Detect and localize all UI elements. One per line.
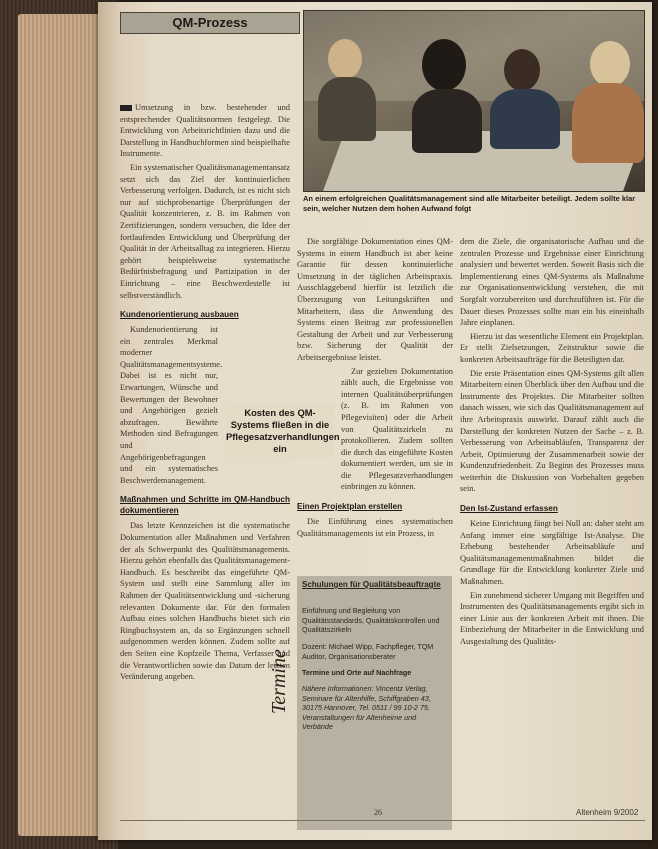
footer-rule xyxy=(120,820,645,821)
termine-label: Termine xyxy=(268,649,290,715)
subhead-massnahmen: Maßnahmen und Schritte im QM-Handbuch dokumentieren xyxy=(120,495,290,516)
col3-paragraph-1: dem die Ziele, die organisatorische Aufbau und die zentralen Prozesse und Ergebnisse einer Einrichtung analysiert und bewertet werden. Soweit Basis sich die Implementierung eines QM-Systems als Maßnahme zur Organisationsentwicklung verstehen, die mit Sorgfalt vorzubereiten und durchzuführen ist. Für die Dauer dieses Prozesses sollte man ein bis eineinhalb Jahre einplanen. xyxy=(460,237,644,328)
subhead-ist-zustand: Den Ist-Zustand erfassen xyxy=(460,504,558,514)
col3-paragraph-4: Keine Einrichtung fängt bei Null an: daher steht am Anfang immer eine sorgfältige Ist-Analyse. Die Erhebung bestehender Arbeitsabläufe und Qualitätsmanagementmaßnahmen bildet die Grundlage für die Entwicklung konkreter Ziele und Maßnahmen. xyxy=(460,519,644,587)
column-2 xyxy=(297,236,453,541)
col1-paragraph-4: Das letzte Kennzeichen ist die systematische Dokumentation aller Maßnahmen und Verfahren der als Schwerpunkt des Qualitätsmanagements. Hierzu gehört ebenfalls das Qualitätsmanagement-Handbuch. Es beschreibt das eingeführte QM-System und stellt eine Sammlung aller im Rahmen der Qualitätsentwicklung und -sicherung relevanten Dokumente dar. Für den formalen Aufbau eines solchen Handbuchs bietet sich ein Ringbuchsystem an, da so Ergänzungen schnell aufgenommen werden können. Zudem sollte auf den Seiten eine Kopfzeile Thema, Verfasser und die Verantwortlichen sowie das Datum der letzten Veränderung angeben. xyxy=(120,521,290,682)
col1-paragraph-3: Kundenorientierung ist ein zentrales Merkmal moderner Qualitätsmanagementsysteme. Dabei ist es nicht nur, Erwartungen, Wünsche und Bewertungen der Bewohner und Angehörigen gezielt abzufragen. Bewährte Methoden sind Befragungen und Angehörigenbefragungen und ein systematisches Beschwerdemanagement. xyxy=(120,325,223,485)
meeting-photo xyxy=(303,10,645,192)
col2-paragraph-1: Die sorgfältige Dokumentation eines QM-Systems in einem Handbuch ist aber keine Garantie für dessen kontinuierliche Umsetzung in der täglichen Arbeitspraxis. Ausschlaggebend hierfür ist letztlich die Überzeugung von Leitungskräften und Mitarbeitern, dass die Anwendung des Systems einen Beitrag zur professionellen Gestaltung der Arbeit und zur Verbesserung bzw. Sicherung der Qualität der Arbeitsergebnisse leistet. xyxy=(297,237,453,362)
person-4 xyxy=(590,41,630,87)
col2-paragraph-2: Zur gezielten Dokumentation zählt auch, die Ergebnisse von internen Qualitätsüberprüfungen (z. B. im Rahmen von Pflegevisiten) oder die Arbeit von Qualitätszirkeln zu protokollieren. Zudem sollten die durch das eingeführte Kosten dokumentiert werden, um sie in die Pflegesatzverhandlungen einbringen zu können. xyxy=(341,366,453,492)
column-1 xyxy=(120,102,290,685)
photo-caption: An einem erfolgreichen Qualitätsmanagement sind alle Mitarbeiter beteiligt. Jedem sollte klar sein, welcher Nutzen dem hohen Aufwand folgt xyxy=(303,194,636,213)
subhead-kundenorientierung: Kundenorientierung ausbauen xyxy=(120,310,239,320)
col2-paragraph-3: Die Einführung eines systematischen Qualitätsmanagements ist ein Prozess, in xyxy=(297,517,453,538)
continuation-marker xyxy=(120,105,132,111)
pull-quote: Kosten des QM-Systems fließen in die Pflegesatzverhandlungen ein xyxy=(226,404,334,458)
termine-line-1: Einführung und Begleitung von Qualitätsstandards, Qualitätskontrollen und Qualitätszirkeln xyxy=(302,606,440,635)
termine-title: Schulungen für Qualitätsbeauftragte xyxy=(302,580,441,589)
page-number: 26 xyxy=(374,808,382,817)
issue-label: Altenheim 9/2002 xyxy=(576,808,639,817)
subhead-projektplan: Einen Projektplan erstellen xyxy=(297,502,403,512)
person-1 xyxy=(328,39,362,79)
magazine-page xyxy=(98,2,652,840)
section-label: QM-Prozess xyxy=(172,15,248,30)
termine-line-3: Termine und Orte auf Nachfrage xyxy=(302,668,412,677)
col3-paragraph-3: Die erste Präsentation eines QM-Systems gilt allen Mitarbeitern einen Überblick über den Aufbau und die Instrumente des Projektes. Die Mitarbeiter sollten danach wissen, wie sich das Qualitätsmanagement auf ihre Arbeitspraxis auswirkt. Darauf zählt auch die Darstellung der konkreten Nutzen der Sache – z. B. Verbesserung von Arbeitsabläufen, Transparenz der Arbeit, Optimierung der Zusammenarbeit sowie der Kundenzufriedenheit. Zu Beginn des Prozesses muss weiterhin die Diskussion von Vorbehalten gegeben sein. xyxy=(460,368,644,494)
section-header xyxy=(120,12,300,34)
col3-paragraph-2: Hierzu ist das wesentliche Element ein Projektplan. Er stellt Zielsetzungen, Zeitstruktur sowie die konkreten Arbeitsaufträge für die Beteiligten dar. xyxy=(460,331,644,364)
termine-line-4: Nähere Informationen: Vincentz Verlag, Seminare für Altenhilfe, Schiffgraben 43, 30175 Hannover, Tel. 0511 / 99 10-2 75. Veranstaltungen für Altenheime und Verbände xyxy=(302,684,431,732)
col3-paragraph-5: Ein zunehmend sicherer Umgang mit Begriffen und Instrumenten des Qualitätsmanagements ergibt sich in einer Linie aus der konkreten Arbeit mit ihnen. Die Einbeziehung der Mitarbeiter in die Entwicklung und Ausgestaltung des Qualitäts- xyxy=(460,590,644,646)
column-3 xyxy=(460,236,644,650)
termine-line-2: Dozent: Michael Wipp, Fachpfleger, TQM Auditor, Organisationsberater xyxy=(302,642,434,661)
col1-paragraph-2: Ein systematischer Qualitätsmanagementansatz setzt sich das Ziel der kontinuierlichen Verbesserung verfolgen. Dadurch, ist es nicht sich nur auf stichprobenartige Überprüfungen der Qualität konzentrieren, z. B. im Rahmen von Zertifizierungen, sondern versuchen, die Idee der fortlaufenden Entwicklung und Überprüfung der Qualität in der Arbeitsalltag zu integrieren. Hierzu gehört beispielsweise systematische Bedürfnisbefragung und Partizipation in der Einrichtung – eine Beschwerdestelle ist selbstverständlich. xyxy=(120,162,290,300)
person-2 xyxy=(422,39,466,91)
col1-intro: Umsetzung in bzw. bestehender und entsprechender Qualitätsnormen festgelegt. Die Entwicklung von Arbeitsrichtlinien dazu und die Darstellung in Handbuchformen sind beispielhafte Instrumente. xyxy=(120,103,290,159)
person-3 xyxy=(504,49,540,91)
